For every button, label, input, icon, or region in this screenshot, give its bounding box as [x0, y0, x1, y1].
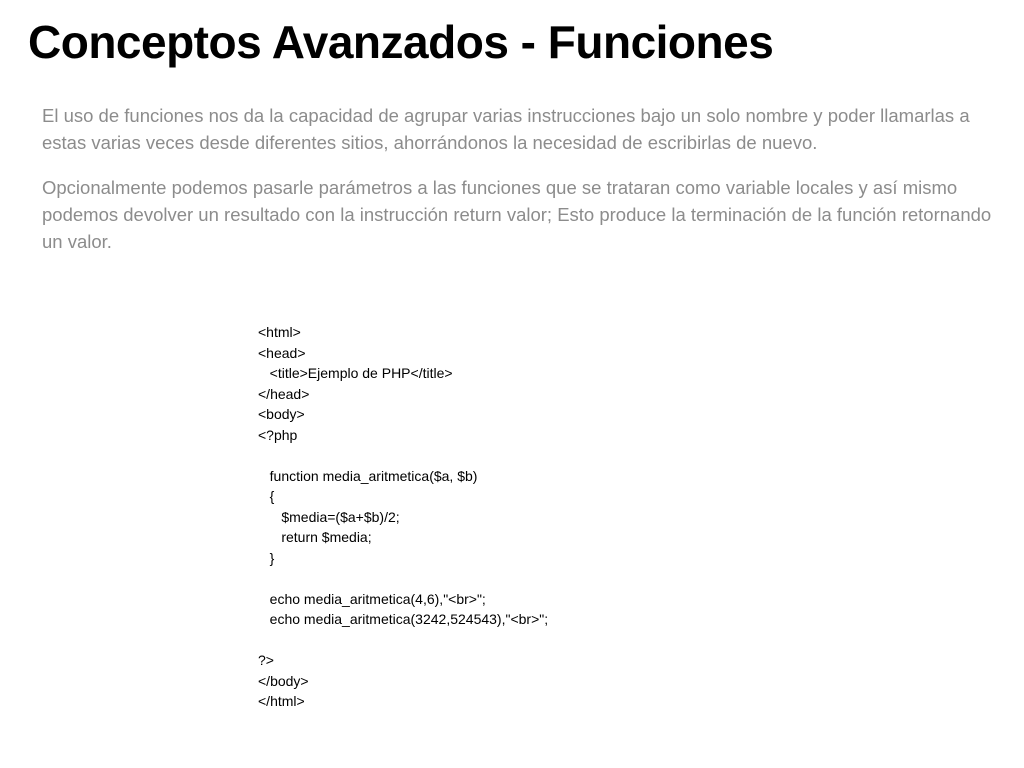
code-line: <?php	[258, 426, 298, 443]
code-line: echo media_aritmetica(4,6),"<br>";	[258, 590, 486, 607]
code-line: echo media_aritmetica(3242,524543),"<br>";	[258, 611, 549, 627]
paragraph-parameters: Opcionalmente podemos pasarle parámetros a las funciones que se trataran como variable locales y así mismo podemos devolver un resultado con la instrucción return valor; Esto produce la terminación de la función retornando un valor.	[42, 177, 992, 252]
code-line: <title>Ejemplo de PHP</title>	[258, 365, 453, 381]
code-line: </html>	[258, 693, 305, 709]
slide-body	[42, 102, 997, 255]
code-line: <html>	[258, 324, 301, 340]
code-line: function media_aritmetica($a, $b)	[258, 467, 478, 484]
code-line	[258, 568, 548, 589]
code-line: </head>	[258, 385, 310, 402]
slide-title: Conceptos Avanzados - Funciones	[28, 16, 774, 68]
code-line: $media=($a+$b)/2;	[258, 508, 400, 525]
code-line: {	[258, 488, 275, 504]
code-line: return $media;	[258, 529, 372, 545]
code-line: ?>	[258, 652, 274, 668]
code-example	[258, 322, 548, 712]
code-line	[258, 630, 548, 651]
paragraph-intro: El uso de funciones nos da la capacidad de agrupar varias instrucciones bajo un solo nombre y poder llamarlas a estas varias veces desde diferentes sitios, ahorrándonos la necesidad de escribirlas de nuevo.	[42, 105, 970, 153]
code-line: <body>	[258, 406, 305, 422]
code-line: <head>	[258, 344, 306, 361]
code-line: }	[258, 549, 275, 566]
code-line: </body>	[258, 672, 309, 689]
code-line	[258, 445, 548, 466]
